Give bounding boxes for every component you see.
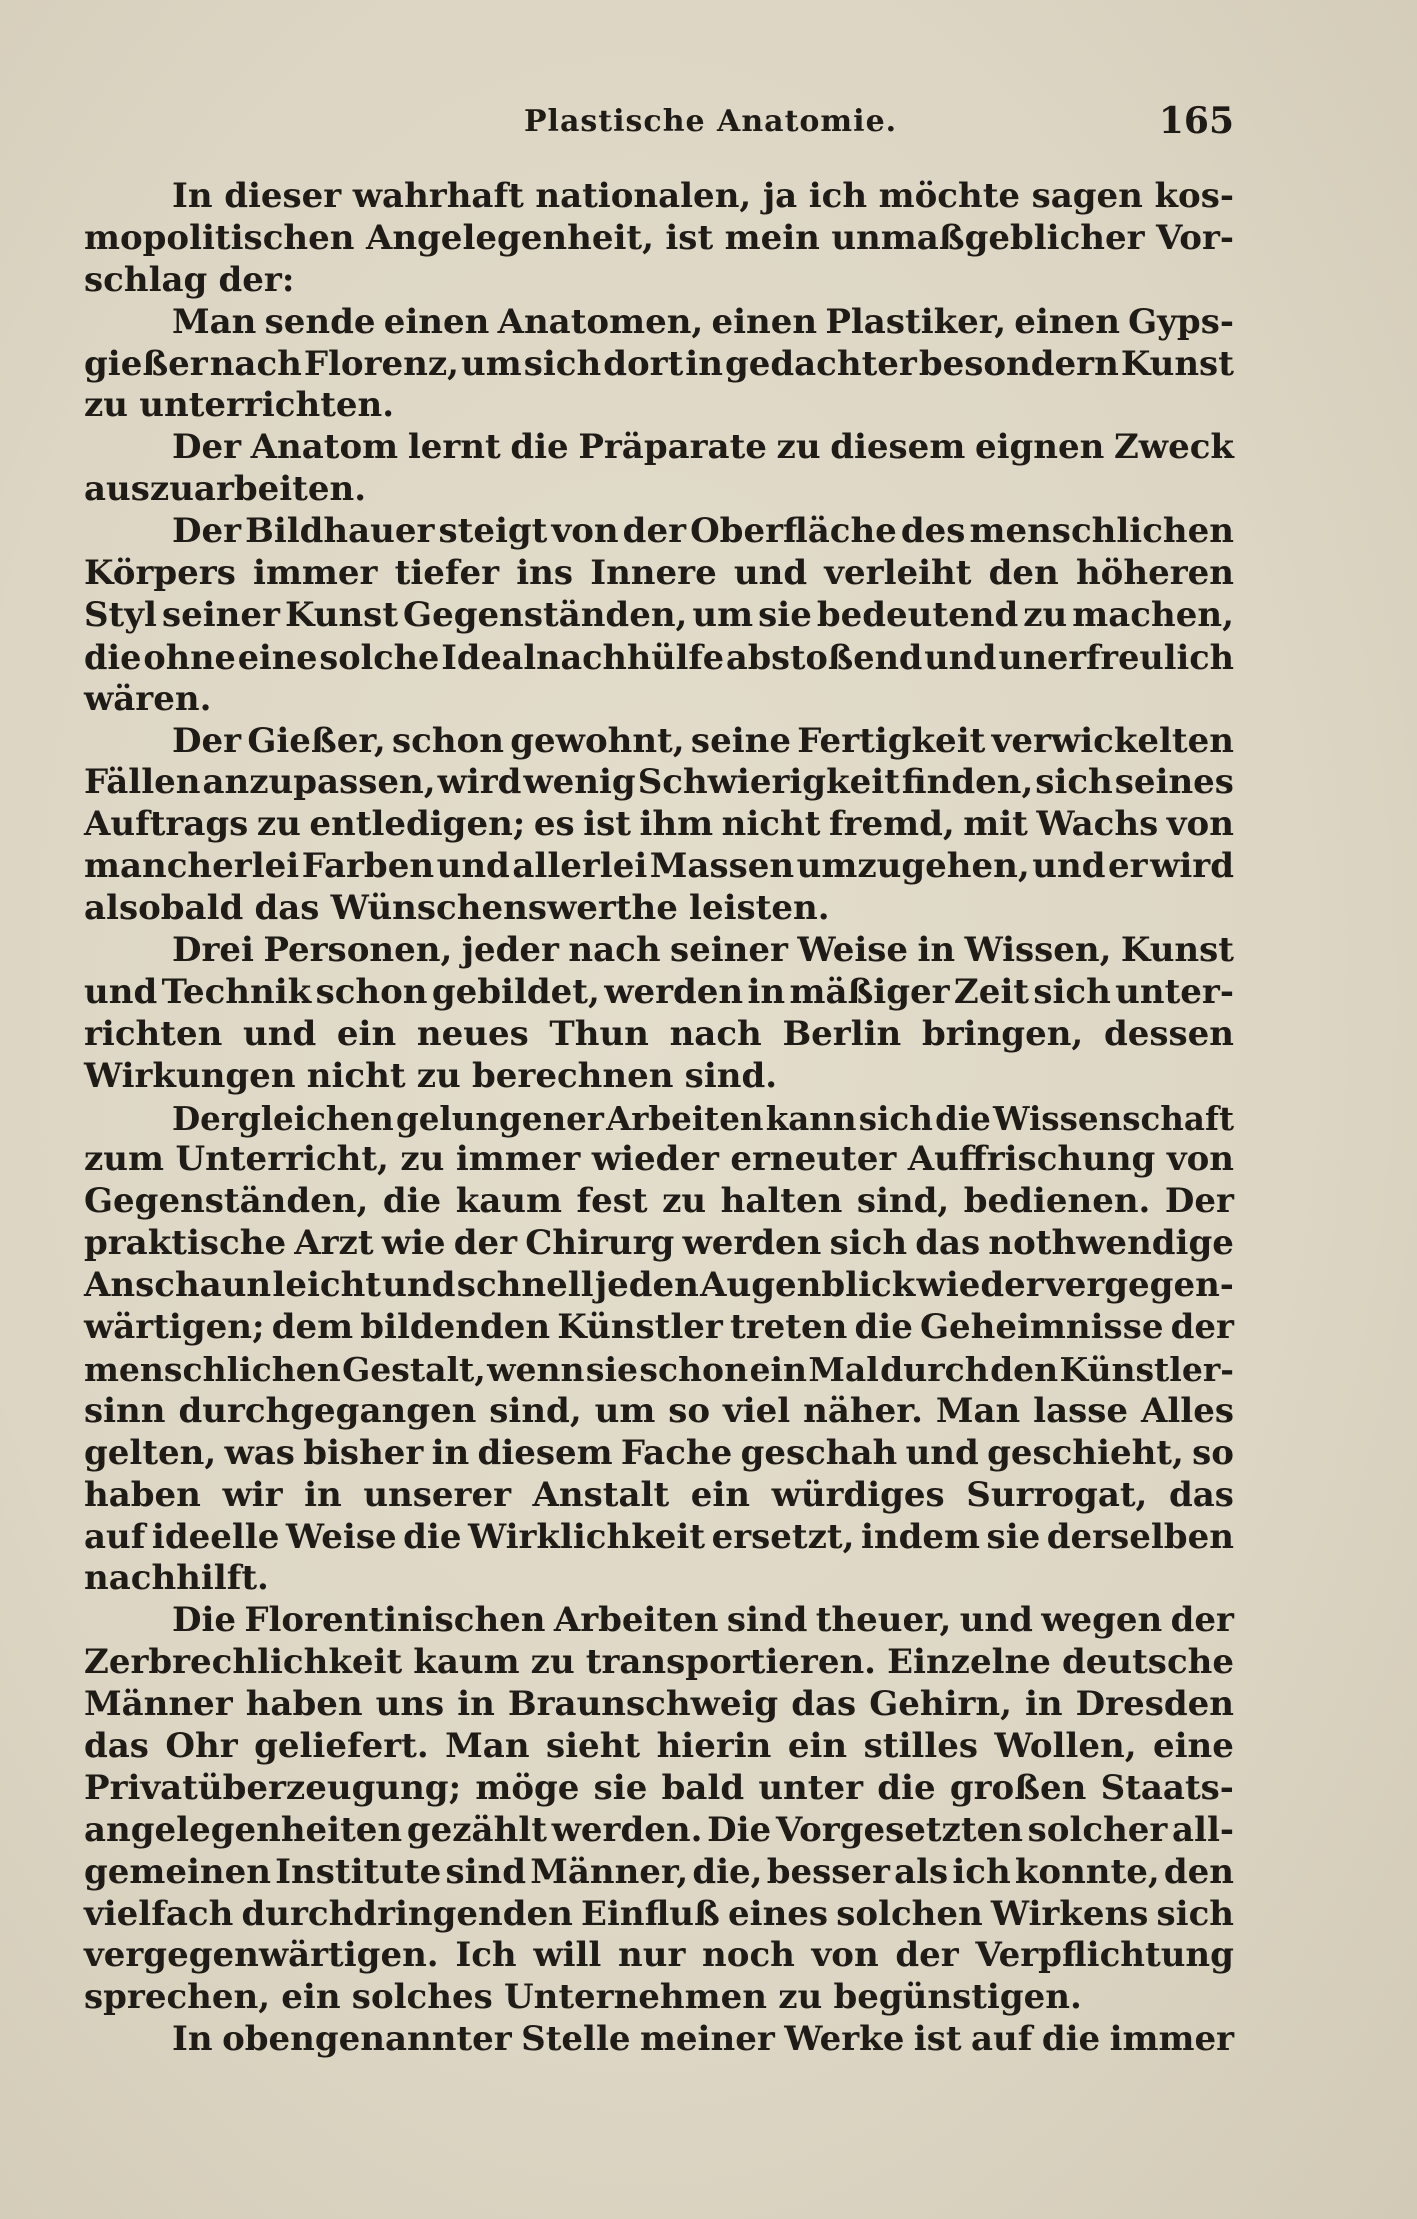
text-line: Die Florentinischen Arbeiten sind theuer, und wegen der: [172, 1600, 1234, 1641]
text-line: Wirkungen nicht zu berechnen sind.: [84, 1055, 778, 1096]
text-line: vielfach durchdringenden Einfluß eines solchen Wirkens sich: [84, 1893, 1234, 1934]
text-line: Dergleichen gelungener Arbeiten kann sich die Wissenschaft: [172, 1098, 1234, 1138]
text-line: zu unterrichten.: [84, 385, 395, 426]
text-line: In dieser wahrhaft nationalen, ja ich möchte sagen kos-: [172, 176, 1234, 216]
text-line: das Ohr geliefert. Man sieht hierin ein stilles Wollen, eine: [84, 1725, 1234, 1766]
text-line: nachhilft.: [84, 1558, 269, 1599]
text-line: zum Unterricht, zu immer wieder erneuter Auffrischung von: [84, 1139, 1234, 1180]
text-line: Styl seiner Kunst Gegenständen, um sie bedeutend zu machen,: [84, 594, 1234, 635]
text-line: gelten, was bisher in diesem Fache geschah und geschieht, so: [84, 1432, 1234, 1473]
text-line: Der Gießer, schon gewohnt, seine Fertigkeit verwickelten: [172, 720, 1234, 761]
text-line: Auftrags zu entledigen; es ist ihm nicht fremd, mit Wachs von: [84, 804, 1234, 845]
text-line: schlag der:: [84, 259, 295, 300]
text-line: menschlichen Gestalt, wenn sie schon ein Mal durch den Künstler-: [84, 1349, 1234, 1389]
text-line: auszuarbeiten.: [84, 469, 367, 510]
text-line: wärtigen; dem bildenden Künstler treten die Geheimnisse der: [84, 1307, 1234, 1348]
text-line: vergegenwärtigen. Ich will nur noch von der Verpflichtung: [84, 1935, 1234, 1976]
text-line: mancherlei Farben und allerlei Massen umzugehen, und er wird: [84, 846, 1234, 887]
text-line: Der Anatom lernt die Präparate zu diesem eignen Zweck: [172, 427, 1234, 468]
running-title: Plastische Anatomie.: [524, 104, 898, 139]
text-line: In obengenannter Stelle meiner Werke ist auf die immer: [172, 2019, 1234, 2060]
text-line: Anschaun leicht und schnell jeden Augenblick wieder vergegen-: [84, 1265, 1234, 1306]
page-header: [84, 100, 1234, 150]
text-line: Der Bildhauer steigt von der Oberfläche des menschlichen: [172, 511, 1234, 552]
text-line: gießer nach Florenz, um sich dort in gedachter besondern Kunst: [84, 343, 1234, 384]
text-line: richten und ein neues Thun nach Berlin bringen, dessen: [84, 1013, 1234, 1054]
text-line: Gegenständen, die kaum fest zu halten sind, bedienen. Der: [84, 1181, 1234, 1222]
text-line: Privatüberzeugung; möge sie bald unter die großen Staats-: [84, 1767, 1234, 1808]
text-line: alsobald das Wünschenswerthe leisten.: [84, 888, 830, 929]
text-line: Körpers immer tiefer ins Innere und verleiht den höheren: [84, 553, 1234, 594]
text-line: auf ideelle Weise die Wirklichkeit ersetzt, indem sie derselben: [84, 1516, 1234, 1557]
text-line: Männer haben uns in Braunschweig das Gehirn, in Dresden: [84, 1684, 1234, 1725]
text-line: die ohne eine solche Idealnachhülfe abstoßend und unerfreulich: [84, 637, 1234, 677]
text-line: Fällen anzupassen, wird wenig Schwierigkeit finden, sich seines: [84, 762, 1234, 803]
body-text: [84, 176, 1234, 2061]
text-line: Zerbrechlichkeit kaum zu transportieren. Einzelne deutsche: [84, 1642, 1234, 1683]
text-line: sprechen, ein solches Unternehmen zu begünstigen.: [84, 1977, 1082, 2018]
text-line: praktische Arzt wie der Chirurg werden sich das nothwendige: [84, 1223, 1234, 1264]
text-line: Man sende einen Anatomen, einen Plastiker, einen Gyps-: [172, 301, 1234, 342]
text-line: haben wir in unserer Anstalt ein würdiges Surrogat, das: [84, 1474, 1234, 1515]
text-line: sinn durchgegangen sind, um so viel näher. Man lasse Alles: [84, 1390, 1234, 1431]
text-line: Drei Personen, jeder nach seiner Weise in Wissen, Kunst: [172, 930, 1234, 971]
text-line: wären.: [84, 678, 212, 719]
text-line: gemeinen Institute sind Männer, die, besser als ich konnte, den: [84, 1851, 1234, 1892]
text-line: angelegenheiten gezählt werden. Die Vorgesetzten solcher all-: [84, 1809, 1234, 1850]
text-line: und Technik schon gebildet, werden in mäßiger Zeit sich unter-: [84, 971, 1234, 1012]
page-number: 165: [1158, 100, 1234, 142]
text-line: mopolitischen Angelegenheit, ist mein unmaßgeblicher Vor-: [84, 217, 1234, 258]
